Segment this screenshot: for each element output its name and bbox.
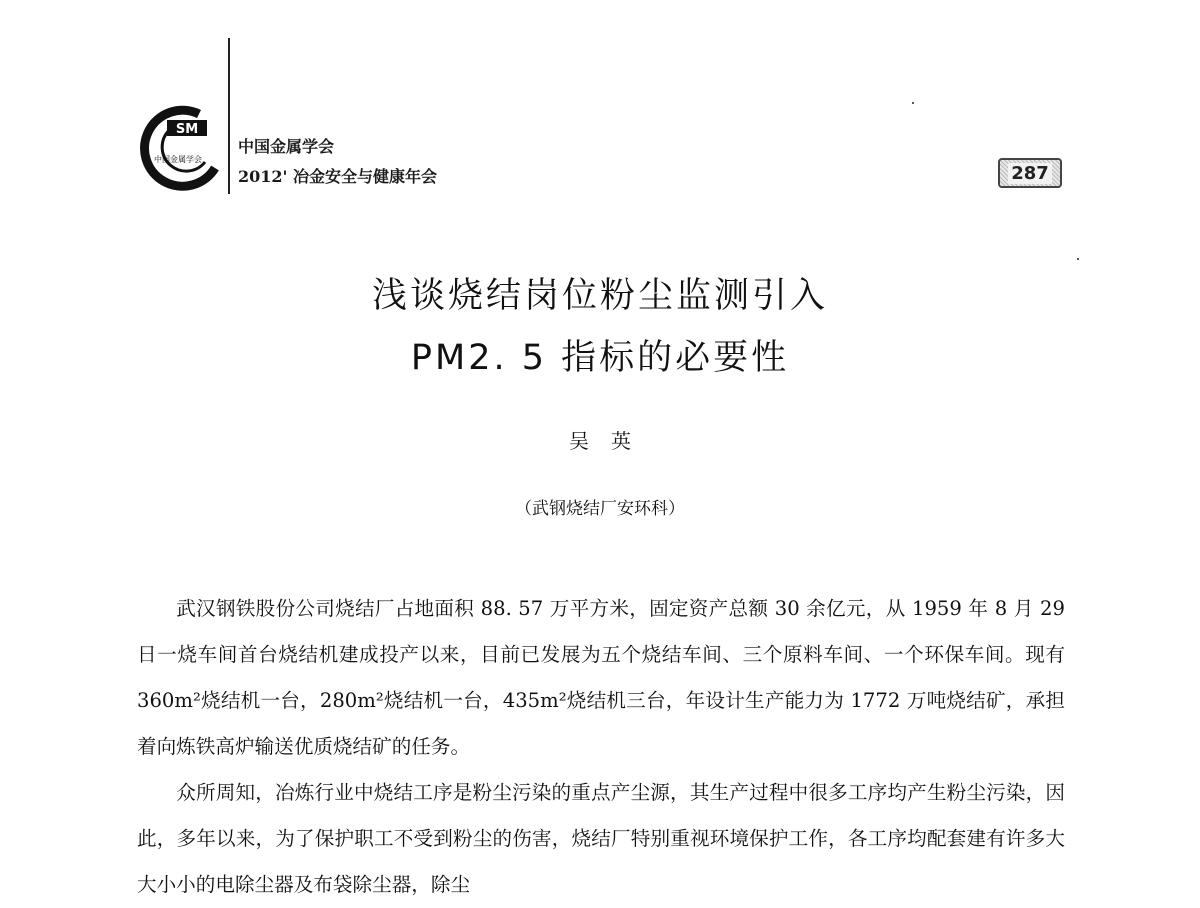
- paragraph: 众所周知，冶炼行业中烧结工序是粉尘污染的重点产尘源，其生产过程中很多工序均产生粉尘污染，因此，多年以来，为了保护职工不受到粉尘的伤害，烧结厂特别重视环境保护工作，各工序均配套建有许多大大小小的电除尘器及布袋除尘器，除尘: [137, 781, 1065, 896]
- paper-title-line-2: PM2. 5 指标的必要性: [410, 338, 790, 378]
- author-affiliation: （武钢烧结厂安环科）: [515, 499, 685, 519]
- conference-name: 2012' 冶金安全与健康年会: [238, 167, 438, 186]
- author-name: 吴英: [569, 429, 653, 453]
- svg-text:中国金属学会: 中国金属学会: [154, 155, 202, 164]
- body-text: [137, 586, 1065, 908]
- paper-title-line-1: 浅谈烧结岗位粉尘监测引入: [371, 276, 828, 316]
- svg-text:SM: SM: [175, 122, 199, 137]
- scan-speck: [912, 102, 914, 104]
- header-org: [238, 132, 437, 192]
- scan-speck: [1077, 258, 1079, 260]
- org-name: 中国金属学会: [238, 137, 335, 156]
- paragraph: 武汉钢铁股份公司烧结厂占地面积 88. 57 万平方米，固定资产总额 30 余亿元，从 1959 年 8 月 29 日一烧车间首台烧结机建成投产以来，目前已发展为五个烧结车间、三个原料车间、一个环保车间。现有 360m²烧结机一台，280m²烧结机一台，435m²烧结机三台，年设计生产能力为 1772 万吨烧结矿，承担着向炼铁高炉输送优质烧结矿的任务。: [137, 597, 1065, 758]
- page-number-badge: [998, 158, 1062, 188]
- page-number: 287: [1008, 163, 1052, 184]
- header-divider: [228, 38, 230, 194]
- society-logo: [133, 100, 223, 192]
